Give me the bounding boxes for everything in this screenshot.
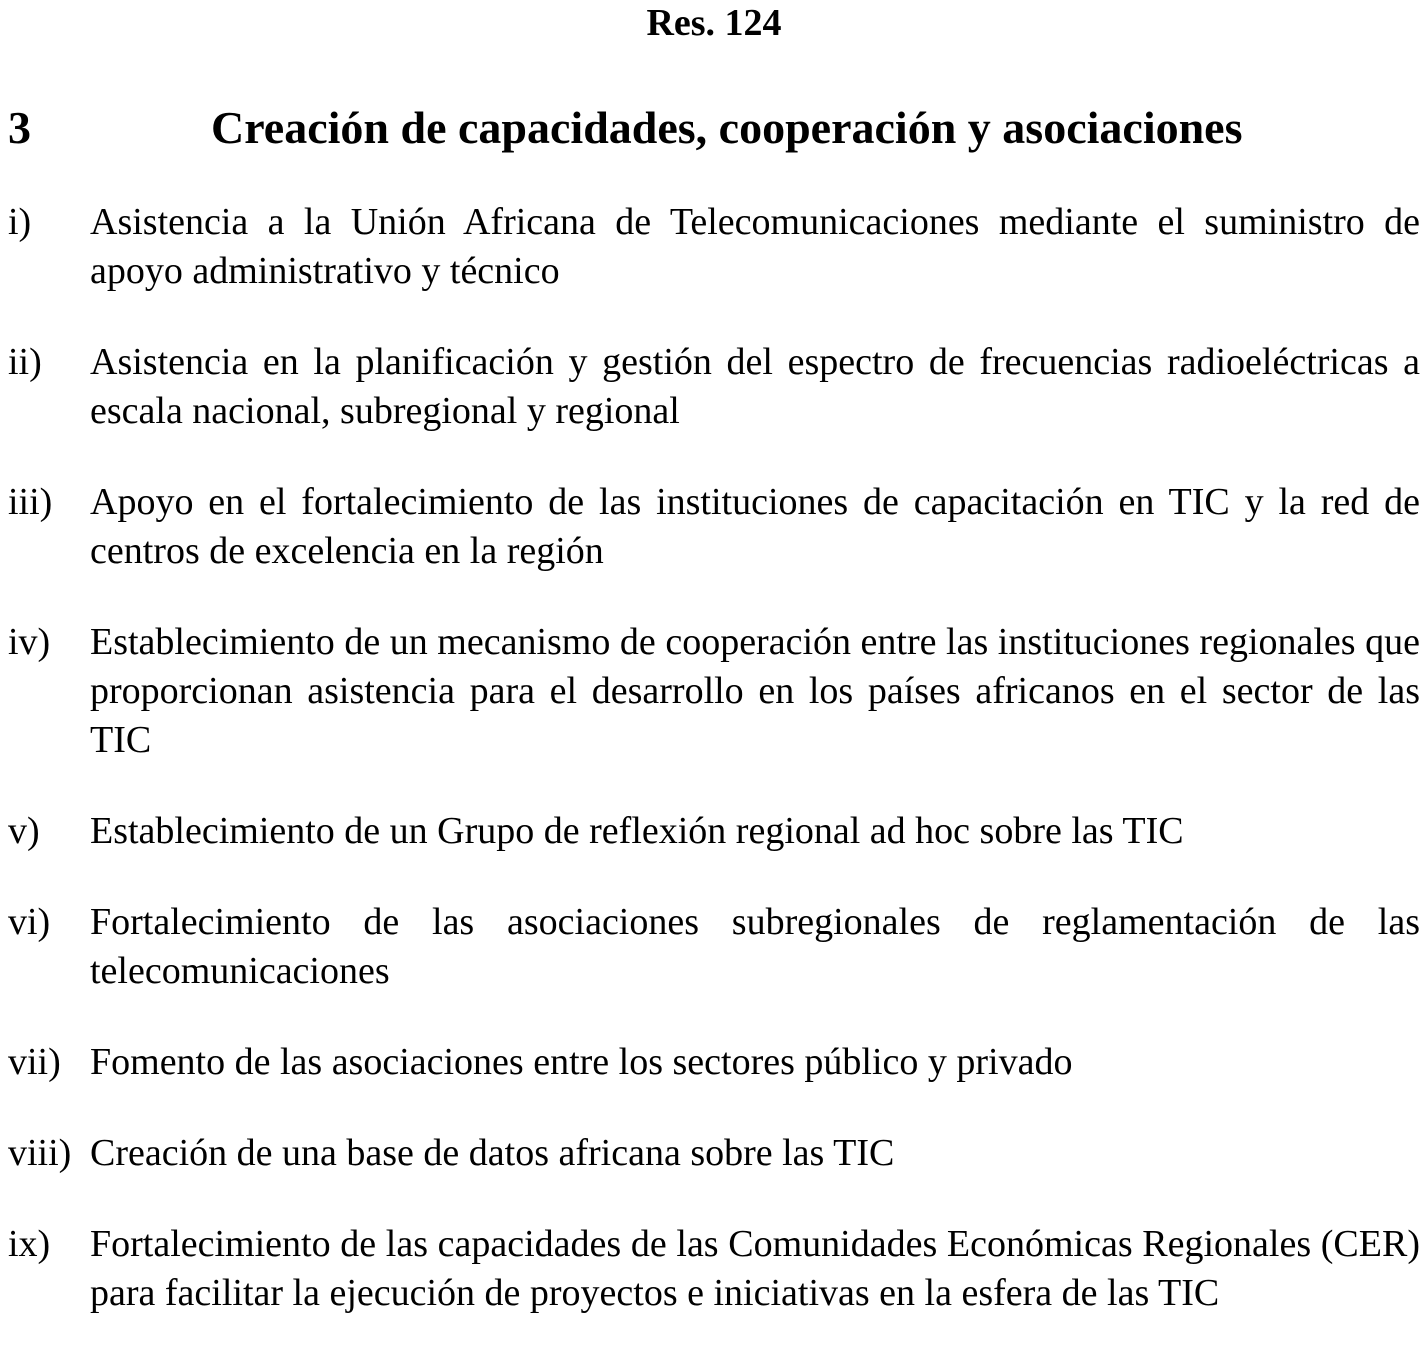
item-text: Asistencia a la Unión Africana de Telecomunicaciones mediante el suministro de apoyo administrativo y técnico [90,201,1420,292]
list-item [0,198,1428,296]
list-item [0,807,1428,856]
list-item [0,338,1428,436]
section-title: Creación de capacidades, cooperación y asociaciones [211,102,1243,153]
item-text: Fortalecimiento de las capacidades de las Comunidades Económicas Regionales (CER) para facilitar la ejecución de proyectos e iniciativas en la esfera de las TIC [90,1223,1420,1314]
item-marker: iii) [8,481,53,523]
item-text: Fortalecimiento de las asociaciones subregionales de reglamentación de las telecomunicaciones [90,901,1420,992]
item-list [0,198,1428,1360]
item-text: Establecimiento de un mecanismo de cooperación entre las instituciones regionales que proporcionan asistencia para el desarrollo en los países africanos en el sector de las TIC [90,621,1420,761]
section-number: 3 [8,102,31,153]
item-marker: i) [8,201,32,243]
item-marker: v) [8,810,40,852]
item-text: Fomento de las asociaciones entre los sectores público y privado [90,1041,1073,1083]
item-text: Creación de una base de datos africana sobre las TIC [90,1132,895,1174]
item-text: Apoyo en el fortalecimiento de las instituciones de capacitación en TIC y la red de centros de excelencia en la región [90,481,1420,572]
list-item [0,1220,1428,1318]
item-marker: ix) [8,1223,51,1265]
item-marker: ii) [8,341,42,383]
list-item [0,618,1428,765]
list-item [0,898,1428,996]
list-item [0,478,1428,576]
item-marker: vii) [8,1041,61,1083]
item-marker: viii) [8,1132,72,1174]
item-text: Establecimiento de un Grupo de reflexión regional ad hoc sobre las TIC [90,810,1184,852]
running-header: Res. 124 [646,2,782,44]
item-text: Asistencia en la planificación y gestión del espectro de frecuencias radioeléctricas a escala nacional, subregional y regional [90,341,1420,432]
item-marker: vi) [8,901,51,943]
list-item [0,1038,1428,1087]
item-marker: iv) [8,621,51,663]
list-item [0,1129,1428,1178]
